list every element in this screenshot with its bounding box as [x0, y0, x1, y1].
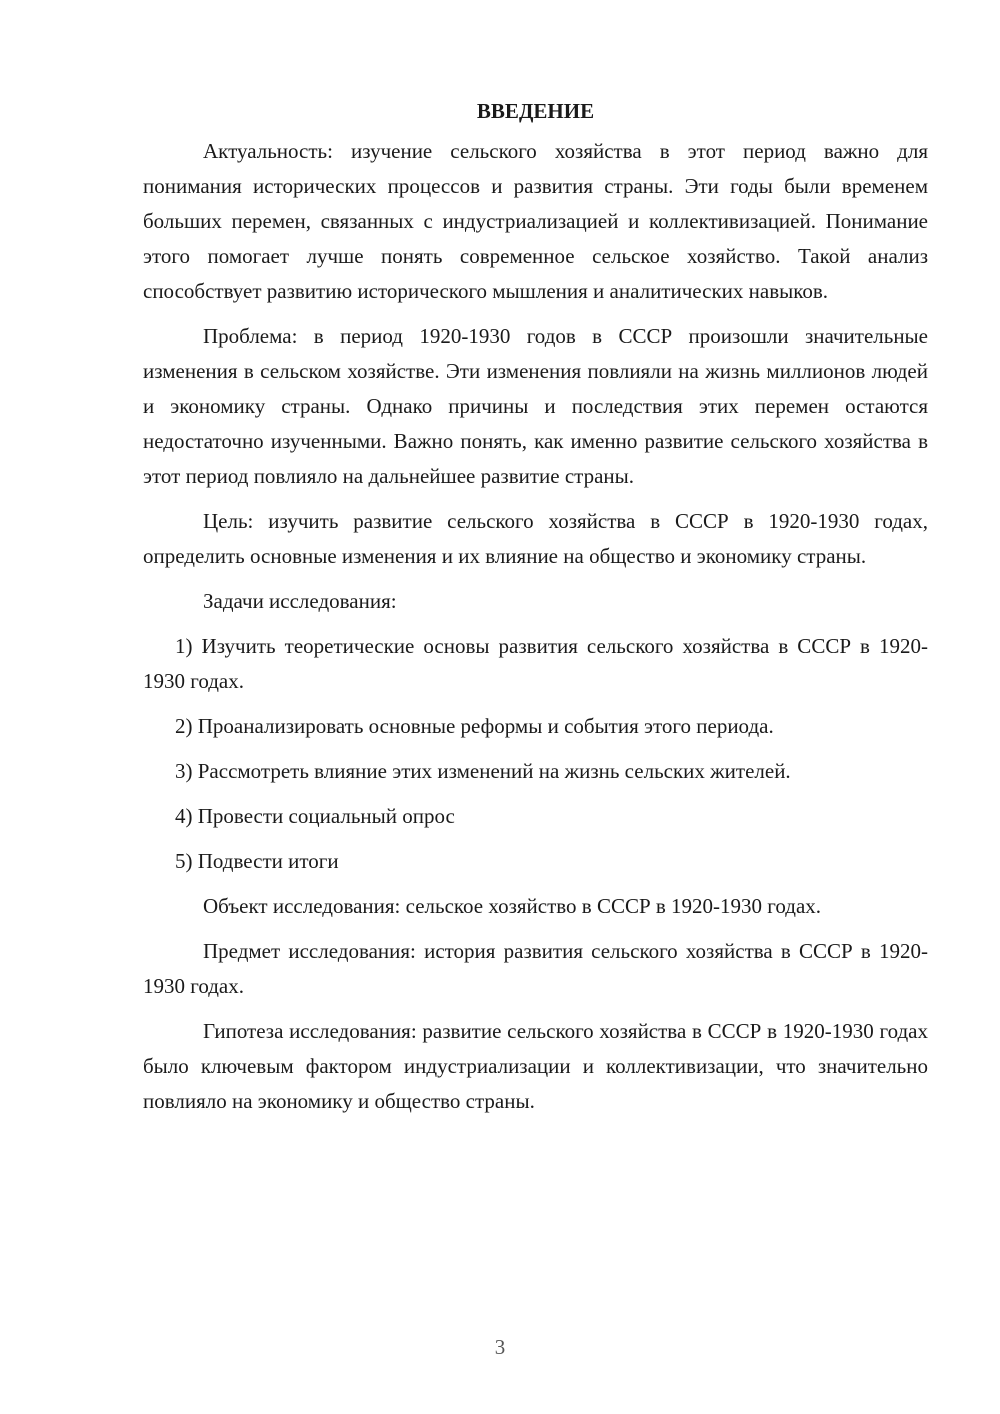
- tasks-heading: Задачи исследования:: [203, 589, 397, 613]
- page-content: [143, 96, 928, 1129]
- task-item: 4) Провести социальный опрос: [175, 804, 455, 828]
- page-title: ВВЕДЕНИЕ: [476, 99, 595, 123]
- hypothesis-paragraph: Гипотеза исследования: развитие сельского хозяйства в СССР в 1920-1930 годах было ключевым фактором индустриализации и коллективизации, что значительно повлияло на экономику и общество страны.: [143, 1019, 928, 1113]
- goal-paragraph: Цель: изучить развитие сельского хозяйства в СССР в 1920-1930 годах, определить основные изменения и их влияние на общество и экономику страны.: [143, 509, 928, 568]
- task-item: 5) Подвести итоги: [175, 849, 339, 873]
- task-item: 3) Рассмотреть влияние этих изменений на жизнь сельских жителей.: [175, 759, 791, 783]
- relevance-paragraph: Актуальность: изучение сельского хозяйства в этот период важно для понимания исторических процессов и развития страны. Эти годы были временем больших перемен, связанных с индустриализацией и коллективизацией. Понимание этого помогает лучше понять современное сельское хозяйство. Такой анализ способствует развитию исторического мышления и аналитических навыков.: [143, 139, 928, 303]
- problem-paragraph: Проблема: в период 1920-1930 годов в СССР произошли значительные изменения в сельском хозяйстве. Эти изменения повлияли на жизнь миллионов людей и экономику страны. Однако причины и последствия этих перемен остаются недостаточно изученными. Важно понять, как именно развитие сельского хозяйства в этот период повлияло на дальнейшее развитие страны.: [143, 324, 928, 488]
- subject-paragraph: Предмет исследования: история развития сельского хозяйства в СССР в 1920-1930 годах.: [143, 939, 928, 998]
- task-item: 2) Проанализировать основные реформы и события этого периода.: [175, 714, 774, 738]
- object-paragraph: Объект исследования: сельское хозяйство в СССР в 1920-1930 годах.: [203, 894, 822, 918]
- page-number: 3: [494, 1335, 506, 1359]
- task-item: 1) Изучить теоретические основы развития сельского хозяйства в СССР в 1920-1930 годах.: [143, 634, 928, 693]
